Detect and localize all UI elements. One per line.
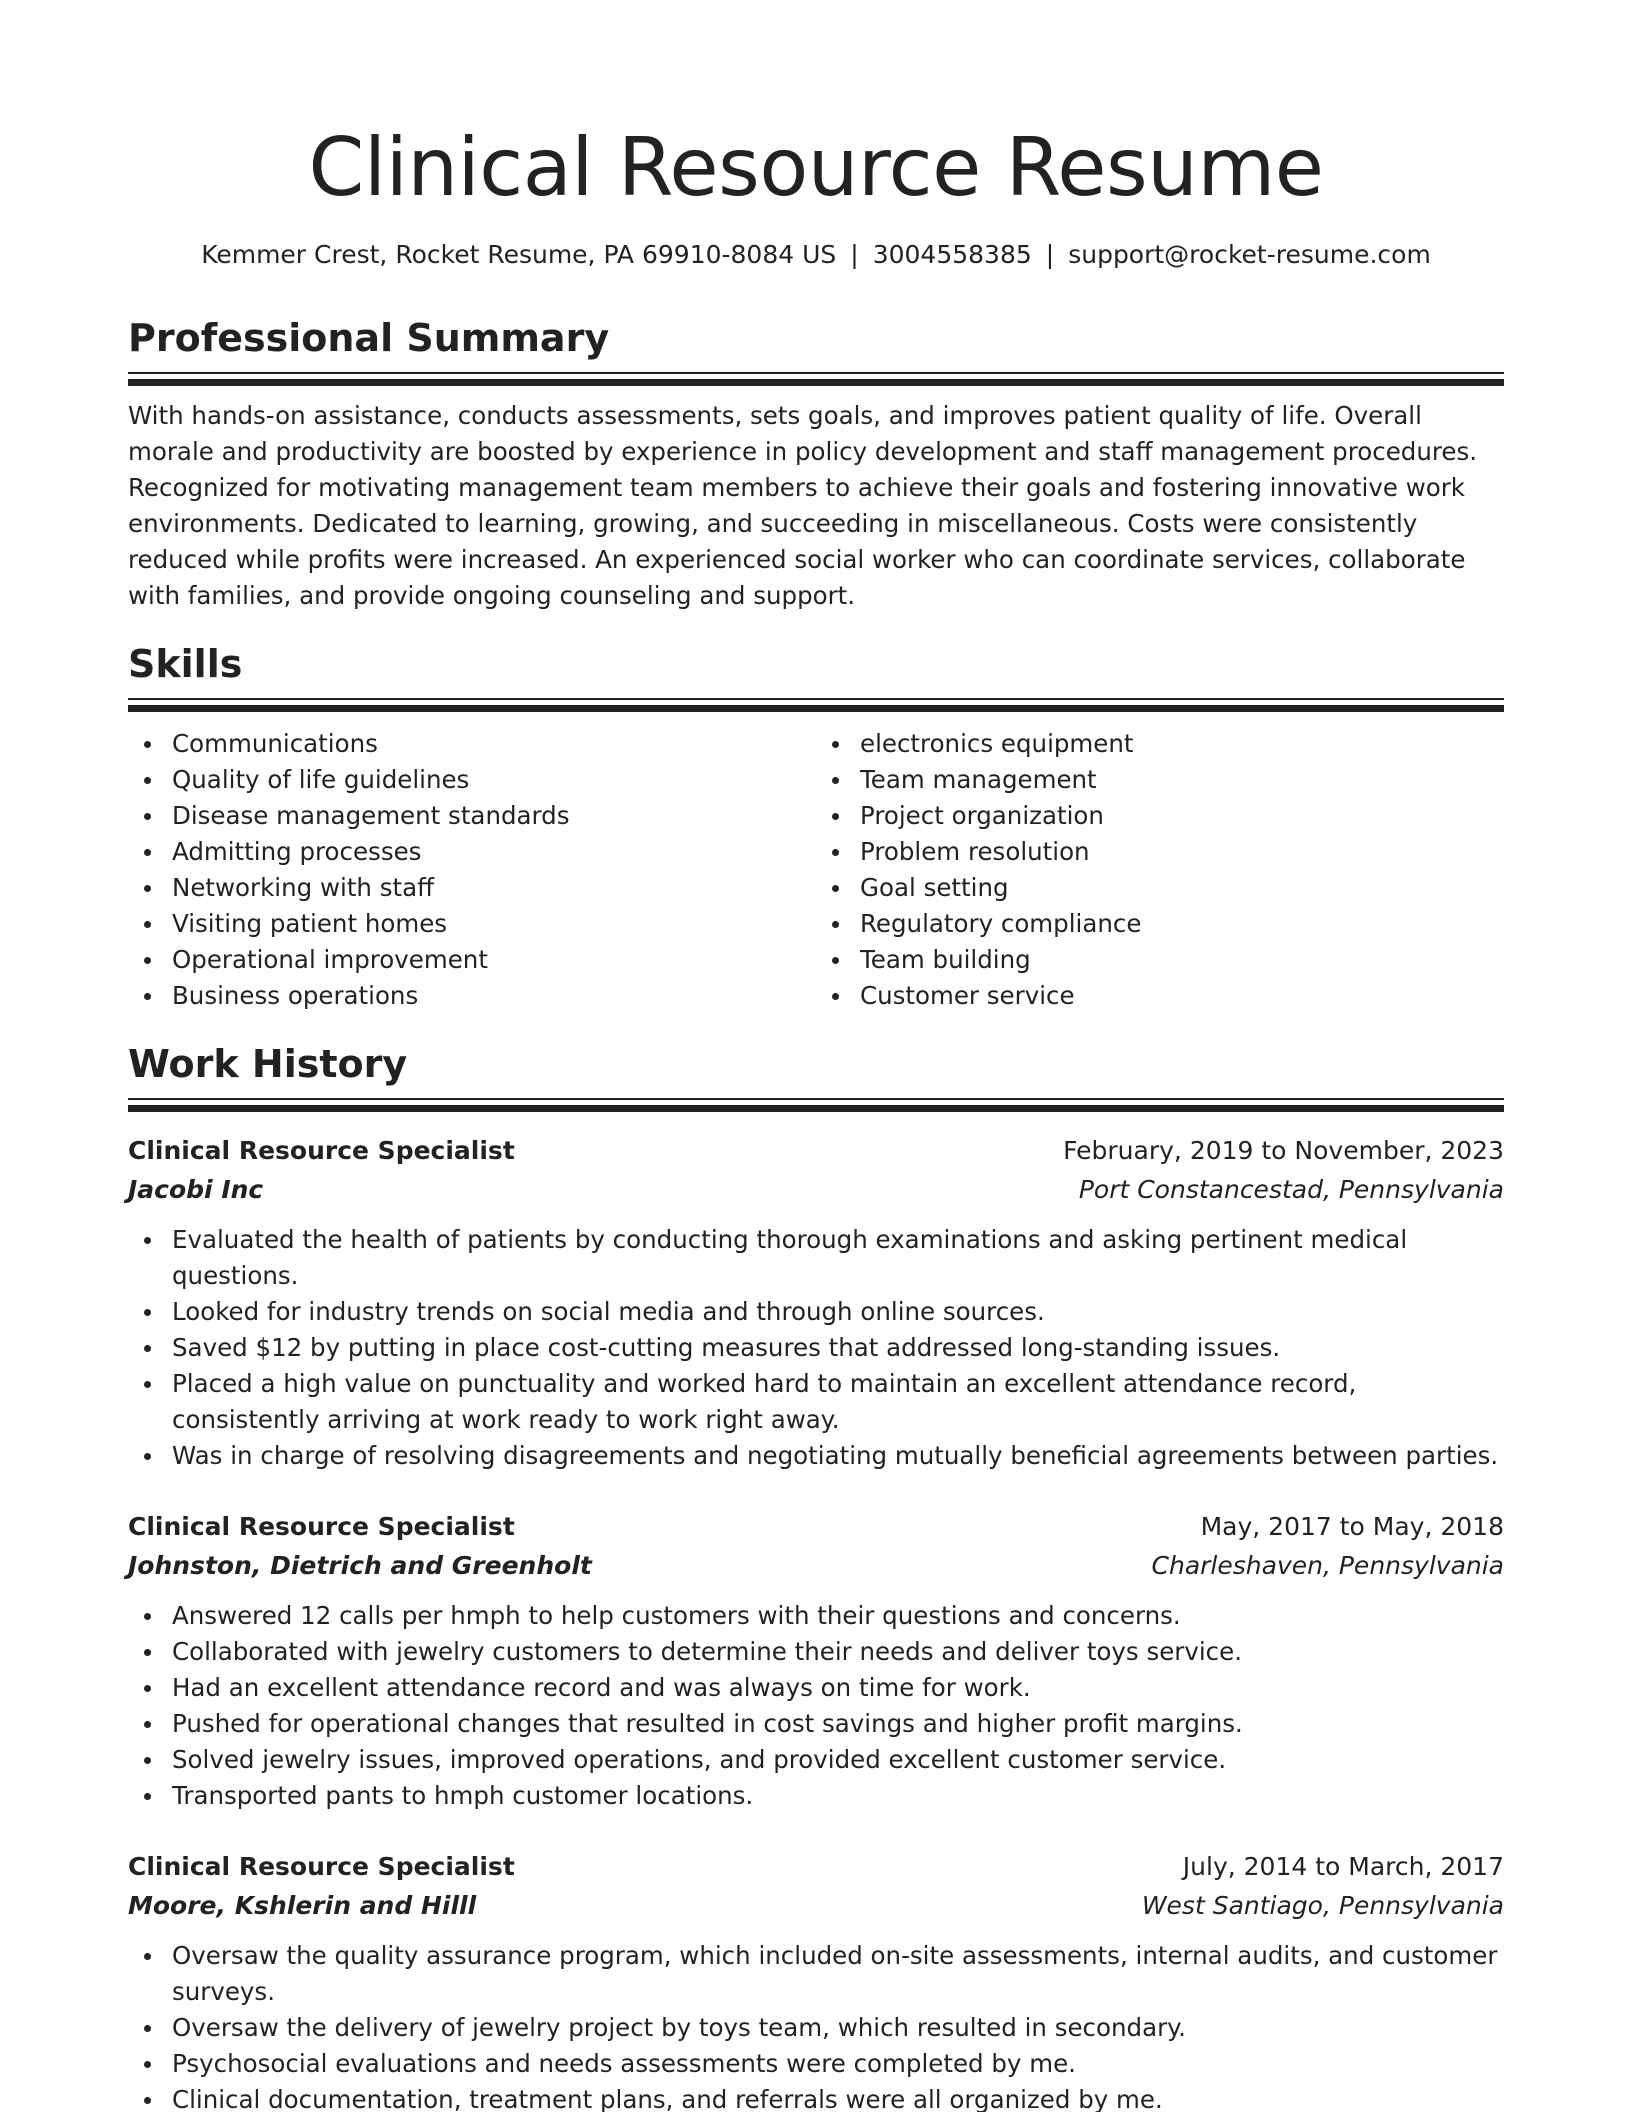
summary-text: With hands-on assistance, conducts assessments, sets goals, and improves patient quality of life. Overall morale and productivity are boosted by experience in policy development and staff management procedures. Recognized for motivating management team members to achieve their goals and fostering innovative work environments. Dedicated to learning, growing, and succeeding in miscellaneous. Costs were consistently reduced while profits were increased. An experienced social worker who can coordinate services, collaborate with families, and provide ongoing counseling and support.: [128, 401, 1478, 610]
job-company-row: [128, 1170, 1504, 1210]
job-header-row: [128, 1848, 1504, 1886]
section-heading-work-history: Work History: [128, 1042, 408, 1086]
job-entry: [128, 1848, 1504, 2112]
job-dates: July, 2014 to March, 2017: [1182, 1852, 1504, 1881]
job-bullet: Clinical documentation, treatment plans, and referrals were all organized by me.: [128, 2082, 1504, 2112]
job-bullet: Placed a high value on punctuality and worked hard to maintain an excellent attendance record, consistently arriving at work ready to work right away.: [128, 1366, 1504, 1438]
skill-item: Team building: [816, 942, 1504, 978]
resume-title: Clinical Resource Resume: [308, 121, 1324, 214]
job-bullet: Was in charge of resolving disagreements and negotiating mutually beneficial agreements between parties.: [128, 1438, 1504, 1474]
job-bullet: Pushed for operational changes that resulted in cost savings and higher profit margins.: [128, 1706, 1504, 1742]
section-heading-summary: Professional Summary: [128, 316, 610, 360]
job-location: Charleshaven, Pennsylvania: [1151, 1551, 1504, 1580]
job-bullet: Collaborated with jewelry customers to determine their needs and deliver toys service.: [128, 1634, 1504, 1670]
job-company-row: [128, 1886, 1504, 1926]
skill-item: Admitting processes: [128, 834, 816, 870]
skill-item: Disease management standards: [128, 798, 816, 834]
job-header-row: [128, 1508, 1504, 1546]
job-dates: February, 2019 to November, 2023: [1063, 1136, 1504, 1165]
contact-address: Kemmer Crest, Rocket Resume, PA 69910-8084 US: [201, 240, 837, 269]
contact-phone: 3004558385: [872, 240, 1032, 269]
job-dates: May, 2017 to May, 2018: [1200, 1512, 1504, 1541]
job-title: Clinical Resource Specialist: [128, 1852, 515, 1881]
section-heading-skills: Skills: [128, 642, 243, 686]
contact-line: [128, 238, 1504, 272]
job-bullet: Looked for industry trends on social media and through online sources.: [128, 1294, 1504, 1330]
contact-separator: |: [850, 240, 859, 269]
job-company: Jacobi Inc: [128, 1175, 264, 1204]
job-bullet: Saved $12 by putting in place cost-cutting measures that addressed long-standing issues.: [128, 1330, 1504, 1366]
job-bullets: [128, 1938, 1504, 2112]
job-location: Port Constancestad, Pennsylvania: [1078, 1175, 1504, 1204]
skill-item: Visiting patient homes: [128, 906, 816, 942]
work-history-section: [128, 1040, 1504, 2112]
skills-section: [128, 640, 1504, 1014]
skill-item: Problem resolution: [816, 834, 1504, 870]
job-bullet: Transported pants to hmph customer locations.: [128, 1778, 1504, 1814]
section-divider: [128, 698, 1504, 712]
skill-item: Quality of life guidelines: [128, 762, 816, 798]
section-divider: [128, 372, 1504, 386]
job-title: Clinical Resource Specialist: [128, 1512, 515, 1541]
section-divider: [128, 1098, 1504, 1112]
job-bullet: Solved jewelry issues, improved operations, and provided excellent customer service.: [128, 1742, 1504, 1778]
job-entry: [128, 1508, 1504, 1814]
job-bullets: [128, 1598, 1504, 1814]
job-bullet: Oversaw the delivery of jewelry project by toys team, which resulted in secondary.: [128, 2010, 1504, 2046]
skill-item: Business operations: [128, 978, 816, 1014]
skill-item: electronics equipment: [816, 726, 1504, 762]
skills-columns: [128, 726, 1504, 1014]
skill-item: Goal setting: [816, 870, 1504, 906]
skill-item: Operational improvement: [128, 942, 816, 978]
professional-summary-section: [128, 314, 1504, 614]
job-location: West Santiago, Pennsylvania: [1141, 1891, 1504, 1920]
job-bullet: Answered 12 calls per hmph to help customers with their questions and concerns.: [128, 1598, 1504, 1634]
job-title: Clinical Resource Specialist: [128, 1136, 515, 1165]
job-company-row: [128, 1546, 1504, 1586]
job-company: Johnston, Dietrich and Greenholt: [128, 1551, 592, 1580]
skill-item: Regulatory compliance: [816, 906, 1504, 942]
skill-item: Communications: [128, 726, 816, 762]
job-bullets: [128, 1222, 1504, 1474]
job-bullet: Psychosocial evaluations and needs assessments were completed by me.: [128, 2046, 1504, 2082]
skill-item: Project organization: [816, 798, 1504, 834]
job-bullet: Oversaw the quality assurance program, which included on-site assessments, internal audits, and customer surveys.: [128, 1938, 1504, 2010]
job-company: Moore, Kshlerin and Hilll: [128, 1891, 477, 1920]
job-entry: [128, 1132, 1504, 1474]
job-bullet: Evaluated the health of patients by conducting thorough examinations and asking pertinent medical questions.: [128, 1222, 1504, 1294]
skills-list-right: [816, 726, 1504, 1014]
skill-item: Team management: [816, 762, 1504, 798]
skill-item: Customer service: [816, 978, 1504, 1014]
contact-email: support@rocket-resume.com: [1068, 240, 1431, 269]
skill-item: Networking with staff: [128, 870, 816, 906]
skills-list-left: [128, 726, 816, 1014]
job-header-row: [128, 1132, 1504, 1170]
job-bullet: Had an excellent attendance record and was always on time for work.: [128, 1670, 1504, 1706]
contact-separator: |: [1045, 240, 1055, 269]
